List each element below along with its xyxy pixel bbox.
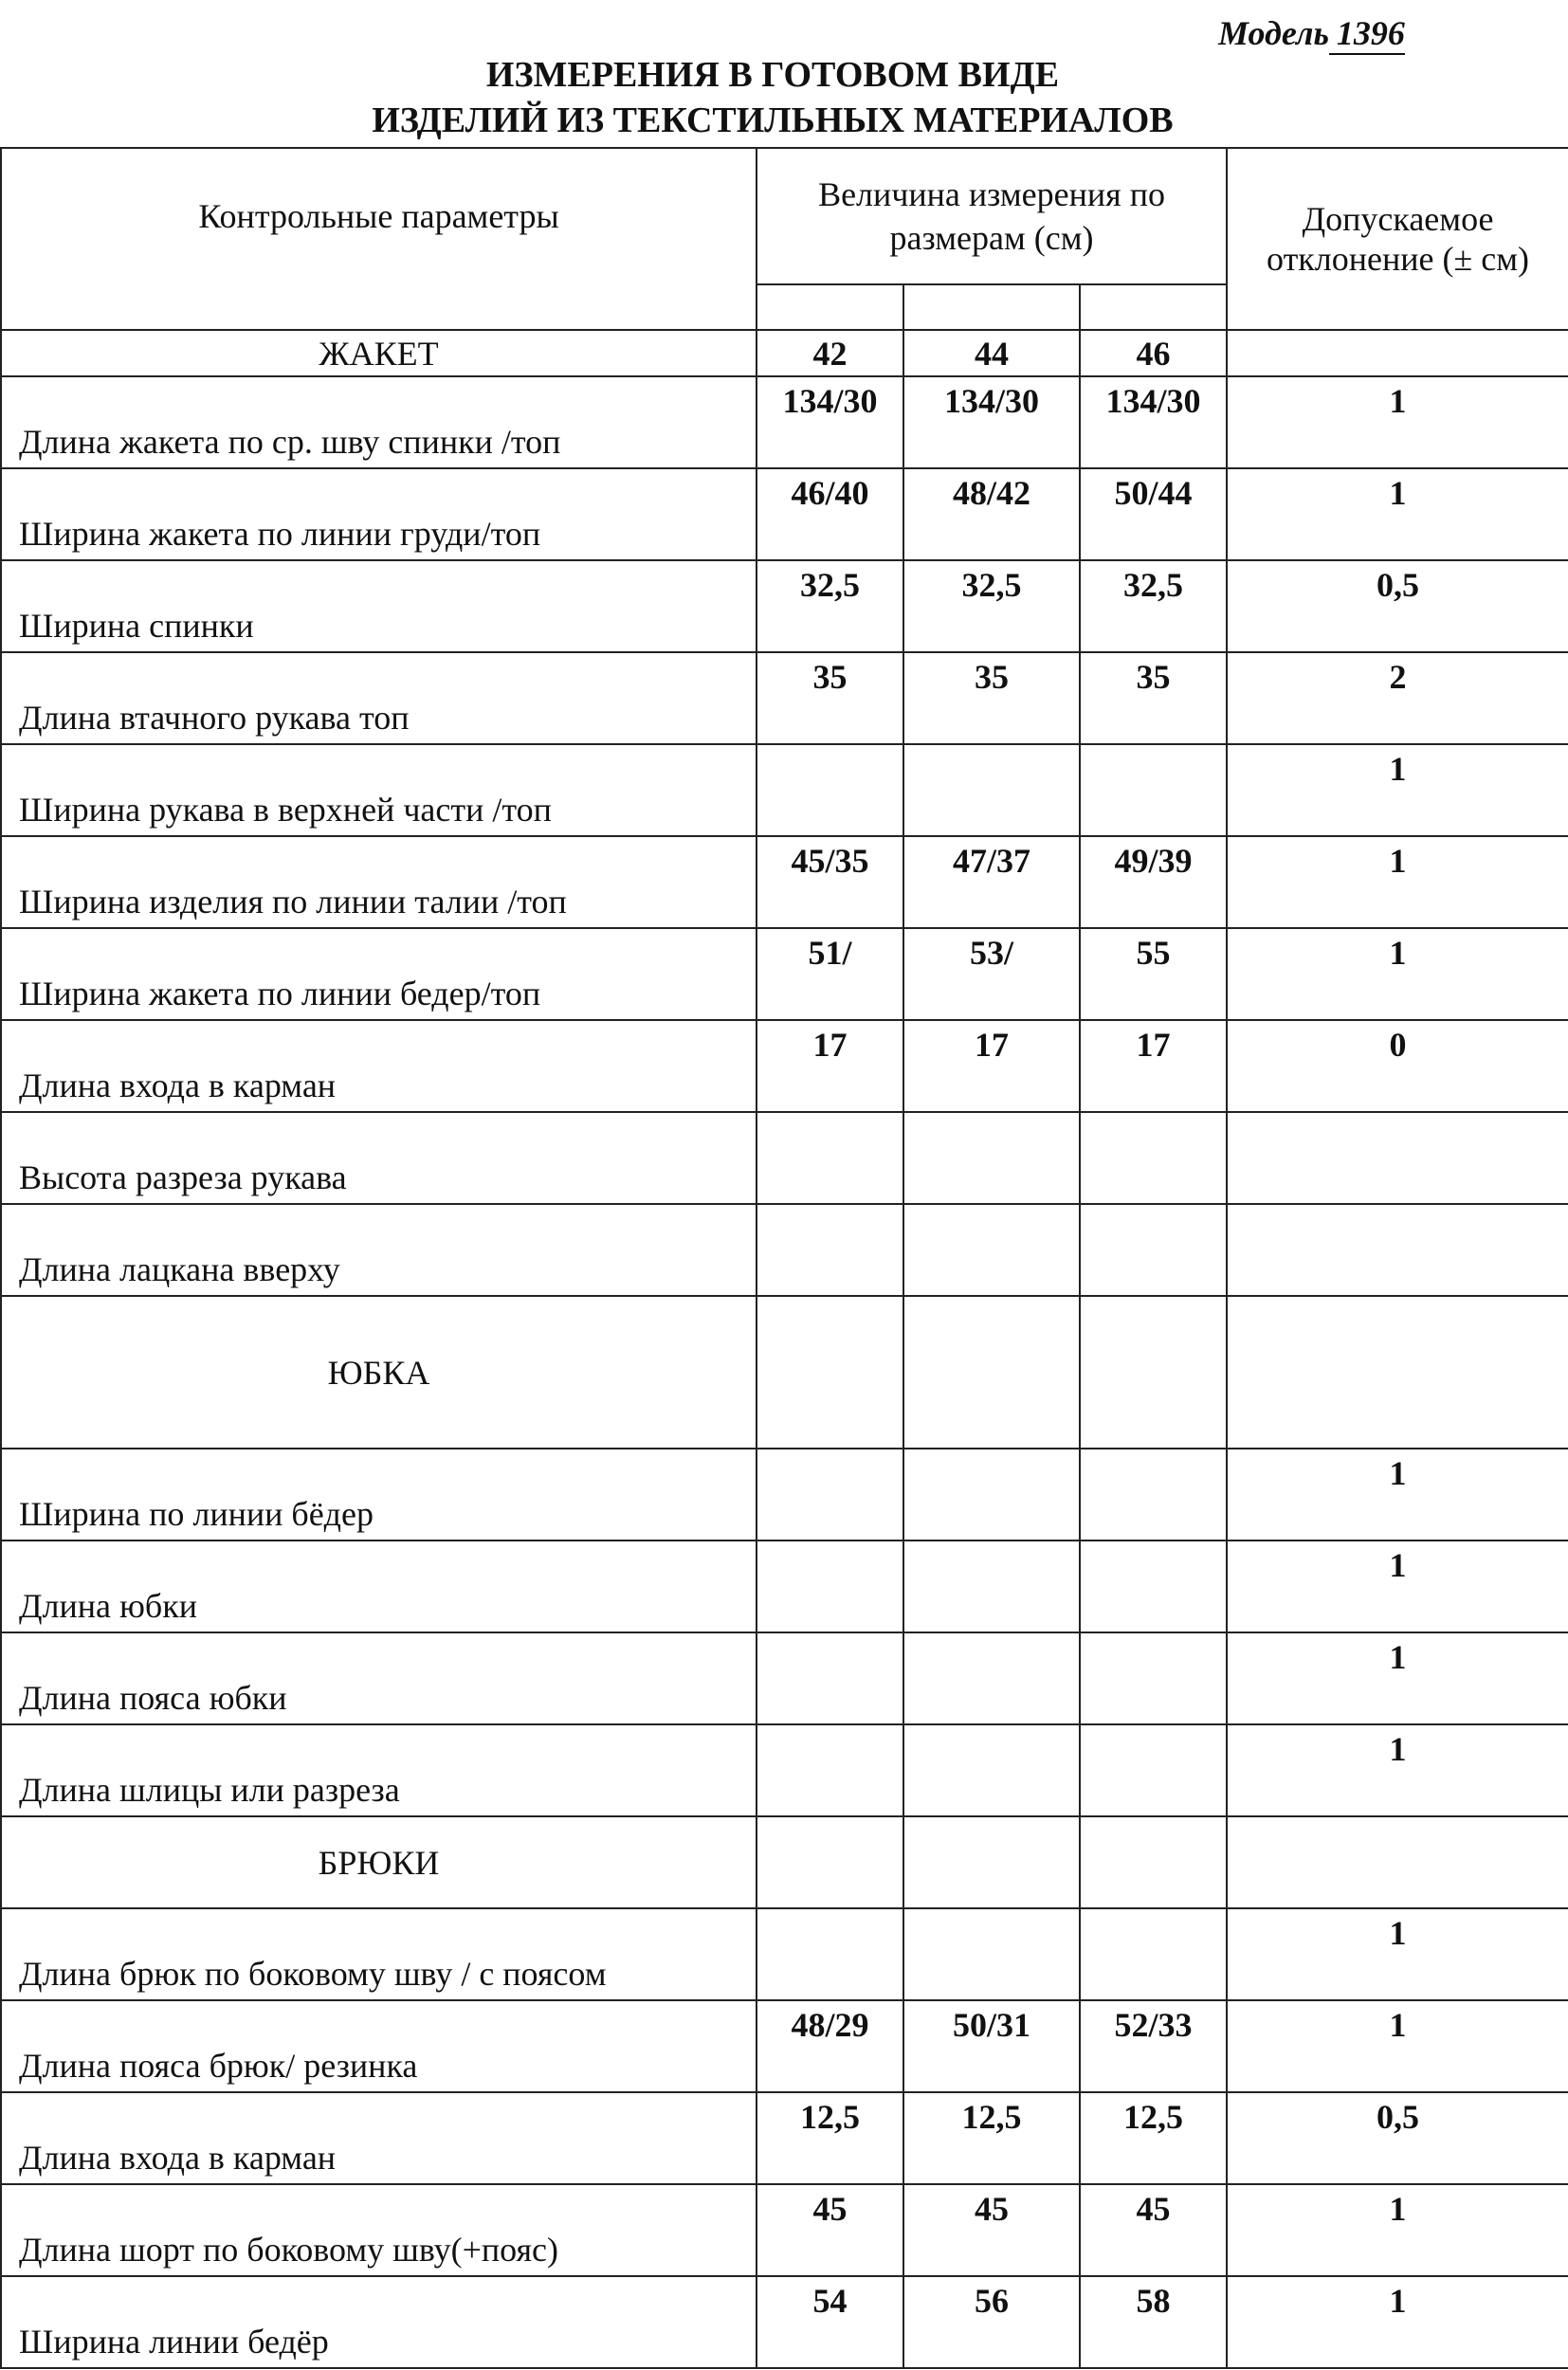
size-value-44 <box>903 1112 1080 1204</box>
size-value-46: 58 <box>1080 2276 1227 2368</box>
section-title: ЮБКА <box>1 1296 757 1449</box>
param-name: Длина пояса брюк/ резинка <box>1 2000 757 2092</box>
size-value-46 <box>1080 1632 1227 1724</box>
table-row <box>1 1449 1568 1540</box>
size-value-44 <box>903 1540 1080 1632</box>
header-blank-cell <box>1080 284 1227 330</box>
param-name: Длина юбки <box>1 1540 757 1632</box>
param-name: Ширина жакета по линии бедер/топ <box>1 928 757 1020</box>
size-46: 46 <box>1080 330 1227 376</box>
tolerance-value: 1 <box>1227 836 1568 928</box>
param-name: Длина входа в карман <box>1 1020 757 1112</box>
table-row <box>1 1540 1568 1632</box>
param-name: Длина жакета по ср. шву спинки /топ <box>1 376 757 468</box>
param-name: Длина шлицы или разреза <box>1 1724 757 1816</box>
size-value-42 <box>757 1204 903 1296</box>
size-value-42 <box>757 1908 903 2000</box>
size-value-44: 32,5 <box>903 560 1080 652</box>
size-44: 44 <box>903 330 1080 376</box>
table-row <box>1 1724 1568 1816</box>
size-value-46: 12,5 <box>1080 2092 1227 2184</box>
size-value-42: 54 <box>757 2276 903 2368</box>
size-value-44: 47/37 <box>903 836 1080 928</box>
table-row <box>1 1204 1568 1296</box>
param-name: Длина входа в карман <box>1 2092 757 2184</box>
param-name: Ширина линии бедёр <box>1 2276 757 2368</box>
size-value-46: 55 <box>1080 928 1227 1020</box>
size-tolerance-blank <box>1227 330 1568 376</box>
size-value-44: 53/ <box>903 928 1080 1020</box>
table-row <box>1 836 1568 928</box>
size-value-42: 45 <box>757 2184 903 2276</box>
size-value-46: 50/44 <box>1080 468 1227 560</box>
size-value-42 <box>757 1724 903 1816</box>
param-name: Ширина спинки <box>1 560 757 652</box>
param-name: Ширина изделия по линии талии /топ <box>1 836 757 928</box>
size-value-46 <box>1080 1112 1227 1204</box>
size-value-44: 48/42 <box>903 468 1080 560</box>
section-jacket: ЖАКЕТ <box>1 330 757 376</box>
size-value-44: 17 <box>903 1020 1080 1112</box>
tolerance-value: 1 <box>1227 1908 1568 2000</box>
param-name: Ширина рукава в верхней части /топ <box>1 744 757 836</box>
header-measure-line-1: Величина измерения по <box>818 175 1165 213</box>
model-number-value: 1396 <box>1329 13 1405 55</box>
tolerance-value: 1 <box>1227 1632 1568 1724</box>
tolerance-value: 1 <box>1227 1724 1568 1816</box>
sizes-row <box>1 330 1568 376</box>
blank-cell <box>757 1816 903 1908</box>
size-value-42: 48/29 <box>757 2000 903 2092</box>
size-value-46: 17 <box>1080 1020 1227 1112</box>
tolerance-value: 1 <box>1227 468 1568 560</box>
tolerance-value: 1 <box>1227 2000 1568 2092</box>
size-value-42: 51/ <box>757 928 903 1020</box>
tolerance-value: 1 <box>1227 2184 1568 2276</box>
header-tolerance <box>1227 148 1568 330</box>
section-title: БРЮКИ <box>1 1816 757 1908</box>
param-name: Длина брюк по боковому шву / с поясом <box>1 1908 757 2000</box>
size-value-46 <box>1080 1540 1227 1632</box>
size-value-42: 35 <box>757 652 903 744</box>
blank-cell <box>1080 1816 1227 1908</box>
blank-cell <box>1080 1296 1227 1449</box>
table-row <box>1 2184 1568 2276</box>
table-row <box>1 468 1568 560</box>
table-row <box>1 376 1568 468</box>
size-value-42: 17 <box>757 1020 903 1112</box>
size-value-42 <box>757 1112 903 1204</box>
param-name: Длина втачного рукава топ <box>1 652 757 744</box>
size-value-46 <box>1080 1449 1227 1540</box>
header-tolerance-line-2: отклонение (± см) <box>1267 240 1530 278</box>
measurements-table <box>0 147 1568 2369</box>
size-value-46 <box>1080 1724 1227 1816</box>
size-value-44 <box>903 744 1080 836</box>
size-value-46 <box>1080 1204 1227 1296</box>
size-value-44: 56 <box>903 2276 1080 2368</box>
model-number <box>1218 13 1405 55</box>
section-row <box>1 1816 1568 1908</box>
size-value-42 <box>757 1632 903 1724</box>
document-title-line-1: ИЗМЕРЕНИЯ В ГОТОВОМ ВИДЕ <box>485 55 1060 95</box>
tolerance-value: 1 <box>1227 744 1568 836</box>
size-value-44 <box>903 1449 1080 1540</box>
size-value-44 <box>903 1724 1080 1816</box>
param-name: Высота разреза рукава <box>1 1112 757 1204</box>
tolerance-value: 0 <box>1227 1020 1568 1112</box>
size-value-42 <box>757 1540 903 1632</box>
param-name: Ширина по линии бёдер <box>1 1449 757 1540</box>
size-value-42: 32,5 <box>757 560 903 652</box>
blank-cell <box>903 1296 1080 1449</box>
tolerance-value <box>1227 1204 1568 1296</box>
document-title-line-2: ИЗДЕЛИЙ ИЗ ТЕКСТИЛЬНЫХ МАТЕРИАЛОВ <box>372 100 1174 140</box>
size-value-46: 49/39 <box>1080 836 1227 928</box>
tolerance-value: 0,5 <box>1227 2092 1568 2184</box>
model-label: Модель <box>1218 14 1329 52</box>
size-value-44 <box>903 1632 1080 1724</box>
size-value-42: 46/40 <box>757 468 903 560</box>
table-row <box>1 1020 1568 1112</box>
size-value-46: 45 <box>1080 2184 1227 2276</box>
table-row <box>1 1908 1568 2000</box>
tolerance-value: 1 <box>1227 1540 1568 1632</box>
section-row <box>1 1296 1568 1449</box>
size-value-44: 134/30 <box>903 376 1080 468</box>
tolerance-value: 1 <box>1227 1449 1568 1540</box>
header-tolerance-line-1: Допускаемое <box>1302 200 1494 238</box>
blank-cell <box>1227 1816 1568 1908</box>
header-blank-cell <box>757 284 903 330</box>
table-row <box>1 928 1568 1020</box>
tolerance-value: 2 <box>1227 652 1568 744</box>
param-name: Ширина жакета по линии груди/топ <box>1 468 757 560</box>
table-row <box>1 744 1568 836</box>
tolerance-value: 1 <box>1227 928 1568 1020</box>
size-value-46: 52/33 <box>1080 2000 1227 2092</box>
size-value-42 <box>757 744 903 836</box>
size-value-44 <box>903 1204 1080 1296</box>
table-row <box>1 2092 1568 2184</box>
table-row <box>1 2276 1568 2368</box>
header-blank-cell <box>903 284 1080 330</box>
param-name: Длина пояса юбки <box>1 1632 757 1724</box>
table-row <box>1 560 1568 652</box>
size-value-46 <box>1080 1908 1227 2000</box>
size-value-46: 35 <box>1080 652 1227 744</box>
size-value-44: 50/31 <box>903 2000 1080 2092</box>
size-value-46 <box>1080 744 1227 836</box>
param-name: Длина шорт по боковому шву(+пояс) <box>1 2184 757 2276</box>
tolerance-value <box>1227 1112 1568 1204</box>
tolerance-value: 1 <box>1227 2276 1568 2368</box>
tolerance-value: 0,5 <box>1227 560 1568 652</box>
table-header-row <box>1 148 1568 284</box>
size-value-44 <box>903 1908 1080 2000</box>
size-value-44: 45 <box>903 2184 1080 2276</box>
header-params <box>1 148 757 330</box>
size-value-42: 12,5 <box>757 2092 903 2184</box>
table-row <box>1 1632 1568 1724</box>
size-value-42 <box>757 1449 903 1540</box>
param-name: Длина лацкана вверху <box>1 1204 757 1296</box>
blank-cell <box>1227 1296 1568 1449</box>
size-value-44: 12,5 <box>903 2092 1080 2184</box>
table-row <box>1 1112 1568 1204</box>
size-42: 42 <box>757 330 903 376</box>
size-value-44: 35 <box>903 652 1080 744</box>
blank-cell <box>903 1816 1080 1908</box>
size-value-46: 134/30 <box>1080 376 1227 468</box>
table-row <box>1 652 1568 744</box>
blank-cell <box>757 1296 903 1449</box>
table-row <box>1 2000 1568 2092</box>
header-measure <box>757 148 1227 284</box>
header-measure-line-2: размерам (см) <box>889 219 1094 257</box>
size-value-42: 45/35 <box>757 836 903 928</box>
size-value-42: 134/30 <box>757 376 903 468</box>
header-params-label: Контрольные параметры <box>198 197 559 235</box>
tolerance-value: 1 <box>1227 376 1568 468</box>
size-value-46: 32,5 <box>1080 560 1227 652</box>
